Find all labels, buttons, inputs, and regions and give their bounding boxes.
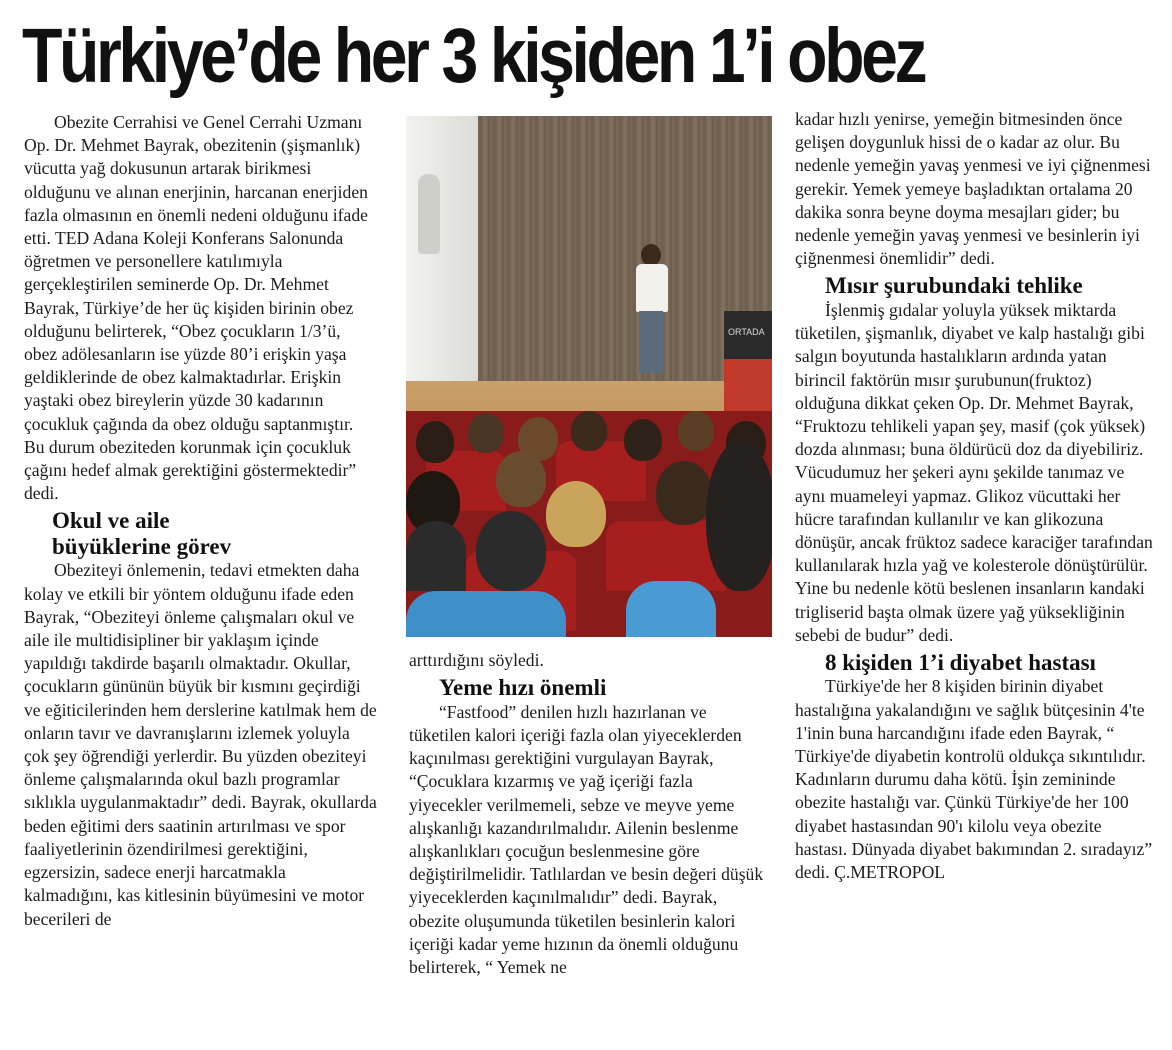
subheading: Mısır şurubundaki tehlike — [825, 273, 1083, 299]
headline: Türkiye’de her 3 kişiden 1’i obez — [22, 13, 925, 99]
subheading-line: Okul ve aile — [52, 508, 170, 534]
subheading: Yeme hızı önemli — [439, 675, 607, 701]
paragraph: kadar hızlı yenirse, yemeğin bitmesinden önce gelişen doygunluk hissi de o kadar az olur. Bu nedenle yemeğin yavaş yenmesi ve iyi çiğnenmesi gerekir. Yemek yemeye başladıktan ortalama 20 dakika sonra beyne doyma mesajları gider; bu nedenle yemeğin yavaş yenmesi ve besinlerin iyi çiğnenmesi önemlidir” dedi. — [795, 109, 1151, 269]
speaker-body — [636, 264, 668, 312]
paragraph: İşlenmiş gıdalar yoluyla yüksek miktarda tüketilen, şişmanlık, diyabet ve kalp hastalığı gibi salgın boyutunda hastalıkların ardında yatan birincil faktörün mısır şurubunun(fruktoz) olduğuna dikkat çeken Op. Dr. Mehmet Bayrak, “Fruktozu tehlikeli yapan şey, masif (çok yüksek) dozda alınması; buna öldürücü doz da diyebiliriz. Vücudumuz her şekeri aynı şekilde tanımaz ve aynı muameleyi yapmaz. Glikoz vücuttaki her hücre tarafından kullanılır ve kan glikozuna dönüşür, ancak früktoz sadece karaciğer tarafından kullanılarak hızla yağ ve kolesterole dönüştürülür. Yine bu nedenle kötü beslenen insanların kandaki trigliserid başta olmak üzere yağ yüksekliğinin sebebi de budur” dedi. — [795, 299, 1153, 645]
subheading-line: büyüklerine görev — [52, 533, 232, 559]
subheading — [24, 508, 377, 559]
speaker-legs — [639, 311, 663, 373]
column-1 — [24, 111, 377, 931]
speaker-head — [641, 244, 661, 266]
subheading: 8 kişiden 1’i diyabet hastası — [825, 649, 1096, 675]
paragraph: Obeziteyi önlemenin, tedavi etmekten daha kolay ve etkili bir yöntem olduğunu ifade eden Bayrak, “Obeziteyi önleme çalışmaları okul ve aile ile multidisipliner bir yaklaşım içinde yapıldığı takdirde başarılı olmaktadır. Okullar, çocukların gününün büyük bir kısmını geçirdiği ve eğiticilerinden hem derslerine katılmak hem de onların tavır ve davranışlarını izlemek yoluyla çok şey öğrendiği yerlerdir. Bu yüzden obeziteyi önleme çalışmalarında okul bazlı programlar sıklıkla uygulanmaktadır” dedi. Bayrak, okullarda beden eğitimi ders saatinin artırılması ve spor faaliyetlerinin özendirilmesi gerektiğini, egzersizin, sadece enerji harcatmakla kalmadığını, kas kitlesinin büyümesini ve motor becerileri de — [24, 560, 377, 929]
column-3 — [795, 108, 1155, 884]
column-2 — [409, 649, 769, 979]
paragraph: Obezite Cerrahisi ve Genel Cerrahi Uzmanı Op. Dr. Mehmet Bayrak, obezitenin (şişmanlık) vücutta yağ dokusunun artarak birikmesi olduğunu ve alınan enerjinin, harcanan enerjiden fazla olmasının en önemli nedeni olduğunu ifade etti. TED Adana Koleji Konferans Salonunda öğretmen ve personellere katılımıyla gerçekleştirilen seminerde Op. Dr. Mehmet Bayrak, Türkiye’de her üç kişiden birinin obez olduğunu belirterek, “Obez çocukların 1/3’ü, obez adölesanların ise yüzde 80’i erişkin yaşa geldiklerinde de obez kalmaktadırlar. Erişkin yaştaki obez bireylerin yüzde 30 kadarının çocukluk çağında da obez olduğu saptanmıştır. Bu durum obeziteden korunmak için çocukluk çağını hedef almak gerektiğini göstermektedir” dedi. — [24, 112, 368, 504]
projection-screen — [406, 116, 478, 401]
paragraph: “Fastfood” denilen hızlı hazırlanan ve tüketilen kalori içeriği fazla olan yiyeceklerden kaçınılması gerektiğini vurgulayan Bayrak, “Çocuklara kızarmış ve yağ içeriği fazla yiyecekler verilmemeli, sebze ve meyve yeme alışkanlığı kazandırılmalıdır. Ailenin beslenme alışkanlıkları çocuğun beslenmesine göre değiştirilmelidir. Tatlılardan ve besin değeri düşük yiyeceklerden kaçınılmalıdır” dedi. Bayrak, obezite oluşumunda tüketilen besinlerin kalori içeriği kadar yeme hızının da önemli olduğunu belirterek, “ Yemek ne — [409, 701, 764, 977]
banner-text: ORTADA — [728, 327, 765, 337]
screen-figure — [418, 174, 440, 254]
paragraph: Türkiye'de her 8 kişiden birinin diyabet hastalığına yakalandığını ve sağlık bütçesinin 4'te 1'inin buna harcandığını ifade eden Bayrak, “ Türkiye'de diyabetin kontrolü oldukça sıkıntılıdır. Kadınların durumu daha kötü. İşin zemininde obezite hastalığı var. Çünkü Türkiye'de her 100 diyabet hastasından 90'ı kilolu veya obezite hastası. Dünyada diyabet bakımından 2. sıradayız” dedi. Ç.METROPOL — [795, 676, 1153, 883]
seminar-photo — [406, 116, 772, 637]
paragraph: arttırdığını söyledi. — [409, 650, 544, 670]
audience — [406, 411, 772, 637]
